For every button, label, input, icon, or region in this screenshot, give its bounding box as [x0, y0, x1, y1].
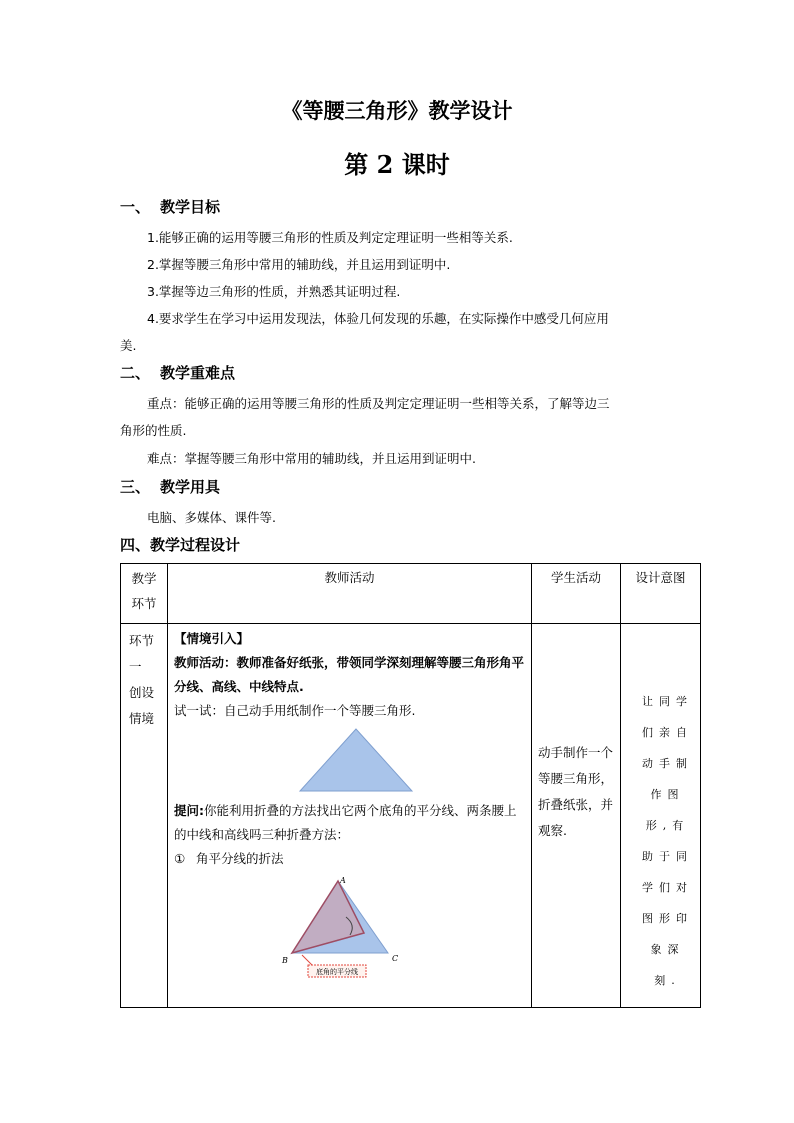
header-intent: 设计意图 [621, 564, 701, 624]
teacher-activity-text: 教师活动：教师准备好纸张，带领同学深刻理解等腰三角形角平分线、高线、中线特点. [174, 655, 525, 694]
fold-method-item [174, 847, 525, 871]
fig-caption: 底角的平分线 [316, 968, 358, 976]
section-heading-objectives [120, 196, 220, 217]
section-number: 三、 [120, 478, 151, 496]
document-subtitle: 第 2 课时 [344, 150, 450, 179]
section-number: 二、 [120, 364, 151, 382]
section-number: 一、 [120, 198, 151, 216]
section-heading-process: 四、教学过程设计 [120, 536, 241, 554]
header-stage-line2: 环节 [131, 596, 157, 611]
objective-4-line1: 4.要求学生在学习中运用发现法，体验几何发现的乐趣，在实际操作中感受几何应用 [147, 311, 609, 326]
key-point-line1: 重点：能够正确的运用等腰三角形的性质及判定定理证明一些相等关系，了解等边三 [147, 396, 610, 411]
stage-text: 环节 [129, 633, 155, 648]
section-heading-key-points [120, 362, 235, 383]
teacher-activity-cell [168, 624, 532, 1008]
section-title: 教学用具 [160, 478, 221, 496]
stage-text: 情境 [129, 711, 155, 726]
method-number: ① [174, 851, 186, 866]
tools-text: 电脑、多媒体、课件等. [147, 510, 276, 525]
vertex-label-a: A [340, 876, 346, 885]
table-row [121, 624, 701, 1008]
header-student: 学生活动 [532, 564, 621, 624]
method-text: 角平分线的折法 [196, 851, 284, 866]
process-table [120, 563, 701, 1008]
question-paragraph [174, 799, 525, 847]
isosceles-triangle [300, 729, 412, 791]
objective-3: 3.掌握等边三角形的性质，并熟悉其证明过程. [147, 284, 401, 299]
header-teacher: 教师活动 [168, 564, 532, 624]
objective-4-line2: 美. [120, 338, 137, 353]
vertex-label-b: B [282, 956, 288, 965]
difficult-point: 难点：掌握等腰三角形中常用的辅助线，并且运用到证明中. [147, 451, 476, 466]
objective-2: 2.掌握等腰三角形中常用的辅助线，并且运用到证明中. [147, 257, 451, 272]
question-text: 你能利用折叠的方法找出它两个底角的平分线、两条腰上的中线和高线吗三种折叠方法： [174, 803, 517, 842]
section-title: 教学目标 [160, 198, 221, 216]
caption-pointer [302, 955, 312, 965]
header-stage-line1: 教学 [131, 571, 157, 586]
stage-text: 一 [129, 659, 142, 674]
scenario-heading: 【情境引入】 [174, 631, 250, 646]
isosceles-triangle-figure [298, 727, 414, 793]
student-activity-cell: 动手制作一个等腰三角形，折叠纸张，并观察. [532, 624, 621, 1008]
table-header-row [121, 564, 701, 624]
question-label: 提问: [174, 803, 204, 818]
section-title: 教学重难点 [160, 364, 236, 382]
section-heading-tools [120, 476, 220, 497]
stage-text: 创设 [129, 685, 155, 700]
stage-cell [121, 624, 168, 1008]
objective-1: 1.能够正确的运用等腰三角形的性质及判定定理证明一些相等关系. [147, 230, 513, 245]
angle-bisector-fold-figure [280, 873, 410, 981]
header-stage [121, 564, 168, 624]
design-intent-cell: 让同学们亲自动手制作图形,有助于同学们对图形印象深刻. [621, 624, 701, 1008]
try-it-text: 试一试：自己动手用纸制作一个等腰三角形. [174, 703, 416, 718]
document-title: 《等腰三角形》教学设计 [281, 98, 513, 123]
vertex-label-c: C [392, 954, 399, 963]
key-point-line2: 角形的性质. [120, 423, 187, 438]
